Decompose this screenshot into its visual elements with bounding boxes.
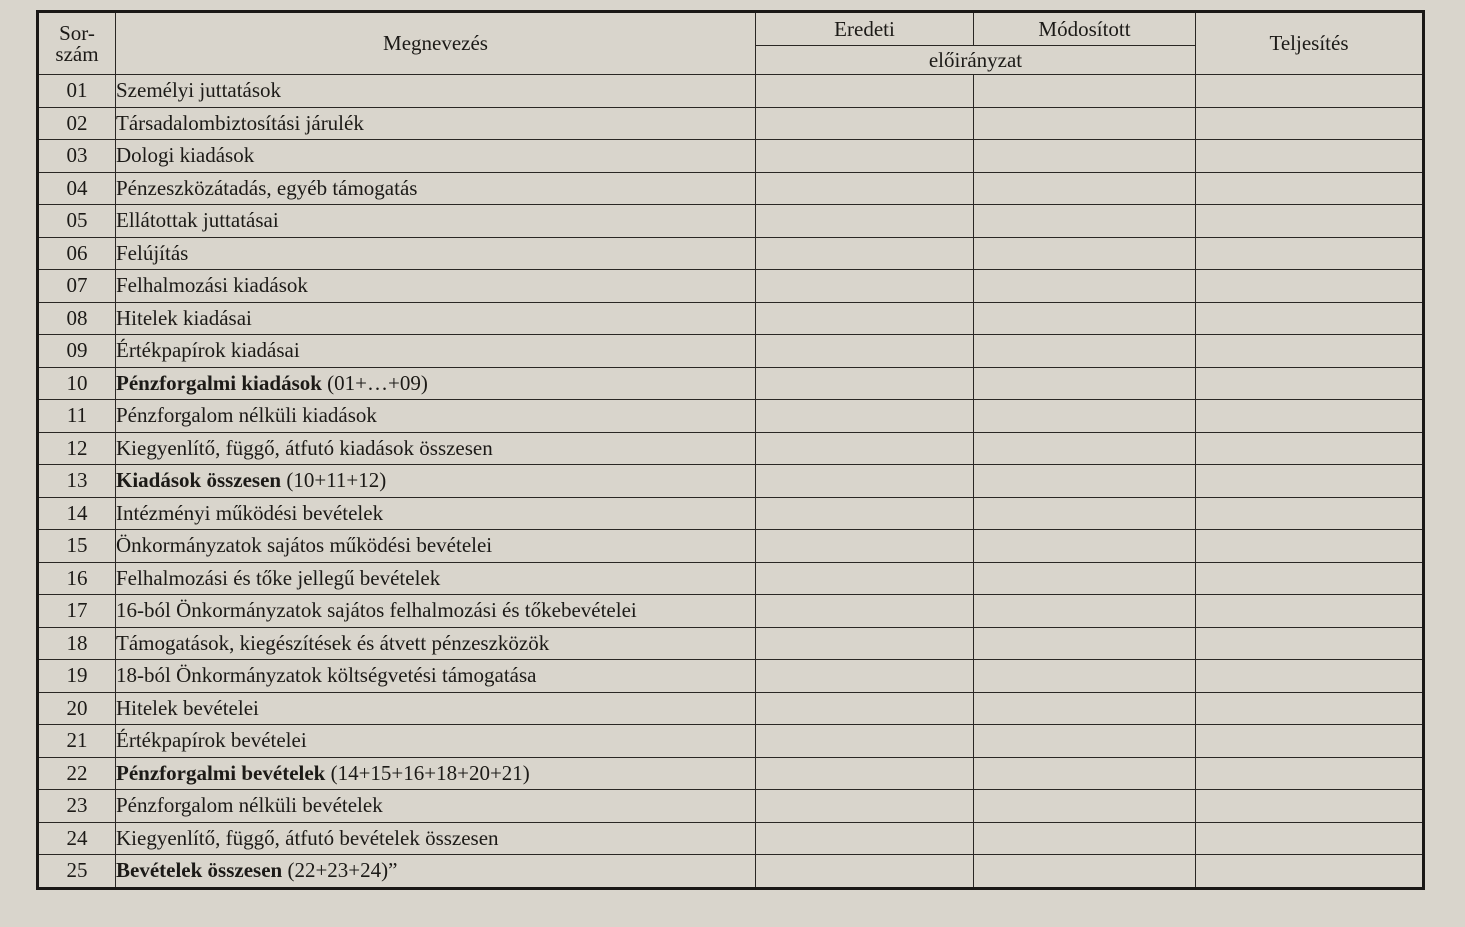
- original-cell: [756, 400, 974, 433]
- header-name: Megnevezés: [116, 12, 756, 75]
- row-number: 16: [38, 562, 116, 595]
- performance-cell: [1196, 400, 1424, 433]
- row-number: 03: [38, 140, 116, 173]
- performance-cell: [1196, 140, 1424, 173]
- row-name-text: (22+23+24)”: [282, 858, 398, 883]
- modified-cell: [974, 497, 1196, 530]
- performance-cell: [1196, 725, 1424, 758]
- table-row: [38, 725, 1424, 758]
- modified-cell: [974, 790, 1196, 823]
- budget-table: [36, 10, 1425, 890]
- row-number: 02: [38, 107, 116, 140]
- modified-cell: [974, 335, 1196, 368]
- row-name: [116, 335, 756, 368]
- performance-cell: [1196, 367, 1424, 400]
- row-name: [116, 855, 756, 889]
- performance-cell: [1196, 530, 1424, 563]
- performance-cell: [1196, 335, 1424, 368]
- row-name: [116, 75, 756, 108]
- performance-cell: [1196, 107, 1424, 140]
- table-row: [38, 335, 1424, 368]
- row-name-text: Intézményi működési bevételek: [116, 500, 384, 525]
- row-name: [116, 205, 756, 238]
- table-row: [38, 400, 1424, 433]
- table-row: [38, 107, 1424, 140]
- row-number: 12: [38, 432, 116, 465]
- original-cell: [756, 562, 974, 595]
- original-cell: [756, 790, 974, 823]
- row-number: 04: [38, 172, 116, 205]
- row-name-text: Dologi kiadások: [116, 143, 255, 168]
- table-row: [38, 465, 1424, 498]
- row-name-text: Pénzforgalom nélküli bevételek: [116, 793, 383, 818]
- row-name: [116, 660, 756, 693]
- row-name-text: Támogatások, kiegészítések és átvett pénzeszközök: [116, 630, 550, 655]
- performance-cell: [1196, 497, 1424, 530]
- table-row: [38, 790, 1424, 823]
- row-name: [116, 465, 756, 498]
- row-name-text: Önkormányzatok sajátos működési bevételei: [116, 533, 493, 558]
- table-row: [38, 530, 1424, 563]
- table-row: [38, 627, 1424, 660]
- row-name: [116, 237, 756, 270]
- original-cell: [756, 172, 974, 205]
- row-name: [116, 367, 756, 400]
- original-cell: [756, 302, 974, 335]
- row-name: [116, 400, 756, 433]
- row-number: 06: [38, 237, 116, 270]
- row-number: 17: [38, 595, 116, 628]
- original-cell: [756, 205, 974, 238]
- modified-cell: [974, 725, 1196, 758]
- row-name-bold: Pénzforgalmi bevételek: [116, 760, 326, 785]
- performance-cell: [1196, 757, 1424, 790]
- original-cell: [756, 822, 974, 855]
- table-row: [38, 692, 1424, 725]
- row-name: [116, 497, 756, 530]
- row-number: 13: [38, 465, 116, 498]
- row-number: 10: [38, 367, 116, 400]
- performance-cell: [1196, 75, 1424, 108]
- row-name: [116, 790, 756, 823]
- original-cell: [756, 75, 974, 108]
- table-body: [38, 75, 1424, 889]
- table-row: [38, 432, 1424, 465]
- original-cell: [756, 432, 974, 465]
- original-cell: [756, 335, 974, 368]
- row-name: [116, 627, 756, 660]
- row-name: [116, 530, 756, 563]
- modified-cell: [974, 530, 1196, 563]
- modified-cell: [974, 367, 1196, 400]
- row-name-text: Személyi juttatások: [116, 78, 282, 103]
- row-name-text: Hitelek kiadásai: [116, 305, 252, 330]
- original-cell: [756, 725, 974, 758]
- modified-cell: [974, 107, 1196, 140]
- modified-cell: [974, 757, 1196, 790]
- performance-cell: [1196, 432, 1424, 465]
- row-name-bold: Bevételek összesen: [116, 858, 283, 883]
- row-number: 18: [38, 627, 116, 660]
- modified-cell: [974, 172, 1196, 205]
- table-row: [38, 205, 1424, 238]
- original-cell: [756, 140, 974, 173]
- original-cell: [756, 660, 974, 693]
- row-name: [116, 107, 756, 140]
- performance-cell: [1196, 822, 1424, 855]
- row-name: [116, 140, 756, 173]
- row-number: 09: [38, 335, 116, 368]
- row-number: 08: [38, 302, 116, 335]
- original-cell: [756, 367, 974, 400]
- row-number: 24: [38, 822, 116, 855]
- modified-cell: [974, 140, 1196, 173]
- row-name-text: 16-ból Önkormányzatok sajátos felhalmozási és tőkebevételei: [116, 598, 637, 623]
- table-row: [38, 660, 1424, 693]
- modified-cell: [974, 595, 1196, 628]
- modified-cell: [974, 205, 1196, 238]
- row-name-text: Pénzforgalom nélküli kiadások: [116, 403, 377, 428]
- original-cell: [756, 497, 974, 530]
- table-row: [38, 497, 1424, 530]
- row-number: 19: [38, 660, 116, 693]
- performance-cell: [1196, 595, 1424, 628]
- performance-cell: [1196, 692, 1424, 725]
- performance-cell: [1196, 237, 1424, 270]
- row-number: 01: [38, 75, 116, 108]
- modified-cell: [974, 270, 1196, 303]
- row-name-text: Felhalmozási kiadások: [116, 273, 308, 298]
- performance-cell: [1196, 270, 1424, 303]
- original-cell: [756, 465, 974, 498]
- row-name-text: Értékpapírok kiadásai: [116, 338, 300, 363]
- table-row: [38, 595, 1424, 628]
- row-name-text: Kiegyenlítő, függő, átfutó kiadások összesen: [116, 435, 493, 460]
- original-cell: [756, 530, 974, 563]
- table-row: [38, 562, 1424, 595]
- header-number: [38, 12, 116, 75]
- row-name-bold: Pénzforgalmi kiadások: [116, 370, 322, 395]
- row-number: 20: [38, 692, 116, 725]
- table-row: [38, 75, 1424, 108]
- row-number: 25: [38, 855, 116, 889]
- modified-cell: [974, 627, 1196, 660]
- row-number: 05: [38, 205, 116, 238]
- row-number: 21: [38, 725, 116, 758]
- row-name: [116, 302, 756, 335]
- performance-cell: [1196, 855, 1424, 889]
- performance-cell: [1196, 790, 1424, 823]
- table-row: [38, 140, 1424, 173]
- modified-cell: [974, 400, 1196, 433]
- table-row: [38, 270, 1424, 303]
- row-name: [116, 432, 756, 465]
- table-row: [38, 855, 1424, 889]
- performance-cell: [1196, 172, 1424, 205]
- performance-cell: [1196, 465, 1424, 498]
- header-modified: Módosított: [974, 12, 1196, 46]
- row-number: 15: [38, 530, 116, 563]
- original-cell: [756, 270, 974, 303]
- modified-cell: [974, 302, 1196, 335]
- row-number: 23: [38, 790, 116, 823]
- row-name: [116, 595, 756, 628]
- row-name-text: Ellátottak juttatásai: [116, 208, 279, 233]
- row-name-text: (01+…+09): [321, 370, 428, 395]
- table-row: [38, 822, 1424, 855]
- row-name: [116, 757, 756, 790]
- row-name-text: (10+11+12): [281, 468, 387, 493]
- row-name-text: 18-ból Önkormányzatok költségvetési támogatása: [116, 663, 537, 688]
- row-name: [116, 270, 756, 303]
- original-cell: [756, 237, 974, 270]
- modified-cell: [974, 855, 1196, 889]
- original-cell: [756, 107, 974, 140]
- header-original: Eredeti: [756, 12, 974, 46]
- original-cell: [756, 692, 974, 725]
- performance-cell: [1196, 660, 1424, 693]
- performance-cell: [1196, 562, 1424, 595]
- header-performance: Teljesítés: [1196, 12, 1424, 75]
- header-number-line2: szám: [55, 41, 99, 66]
- original-cell: [756, 855, 974, 889]
- table-row: [38, 367, 1424, 400]
- row-name-text: (14+15+16+18+20+21): [325, 760, 530, 785]
- table-row: [38, 757, 1424, 790]
- row-name-text: Felhalmozási és tőke jellegű bevételek: [116, 565, 441, 590]
- row-name: [116, 822, 756, 855]
- modified-cell: [974, 660, 1196, 693]
- row-name: [116, 725, 756, 758]
- table-row: [38, 302, 1424, 335]
- table-row: [38, 172, 1424, 205]
- row-name-text: Hitelek bevételei: [116, 695, 259, 720]
- modified-cell: [974, 562, 1196, 595]
- modified-cell: [974, 822, 1196, 855]
- modified-cell: [974, 237, 1196, 270]
- row-number: 11: [38, 400, 116, 433]
- header-number-line1: Sor-: [59, 20, 95, 45]
- modified-cell: [974, 432, 1196, 465]
- modified-cell: [974, 465, 1196, 498]
- row-number: 14: [38, 497, 116, 530]
- row-name-bold: Kiadások összesen: [116, 468, 282, 493]
- row-name: [116, 692, 756, 725]
- row-name: [116, 562, 756, 595]
- performance-cell: [1196, 627, 1424, 660]
- original-cell: [756, 757, 974, 790]
- header-appropriation: előirányzat: [756, 46, 1196, 75]
- row-name: [116, 172, 756, 205]
- row-number: 07: [38, 270, 116, 303]
- row-name-text: Kiegyenlítő, függő, átfutó bevételek összesen: [116, 825, 499, 850]
- row-name-text: Értékpapírok bevételei: [116, 728, 307, 753]
- performance-cell: [1196, 302, 1424, 335]
- row-name-text: Társadalombiztosítási járulék: [116, 110, 364, 135]
- original-cell: [756, 627, 974, 660]
- modified-cell: [974, 692, 1196, 725]
- row-name-text: Pénzeszközátadás, egyéb támogatás: [116, 175, 418, 200]
- row-number: 22: [38, 757, 116, 790]
- modified-cell: [974, 75, 1196, 108]
- table-row: [38, 237, 1424, 270]
- row-name-text: Felújítás: [116, 240, 189, 265]
- header-row-top: [38, 12, 1424, 46]
- performance-cell: [1196, 205, 1424, 238]
- original-cell: [756, 595, 974, 628]
